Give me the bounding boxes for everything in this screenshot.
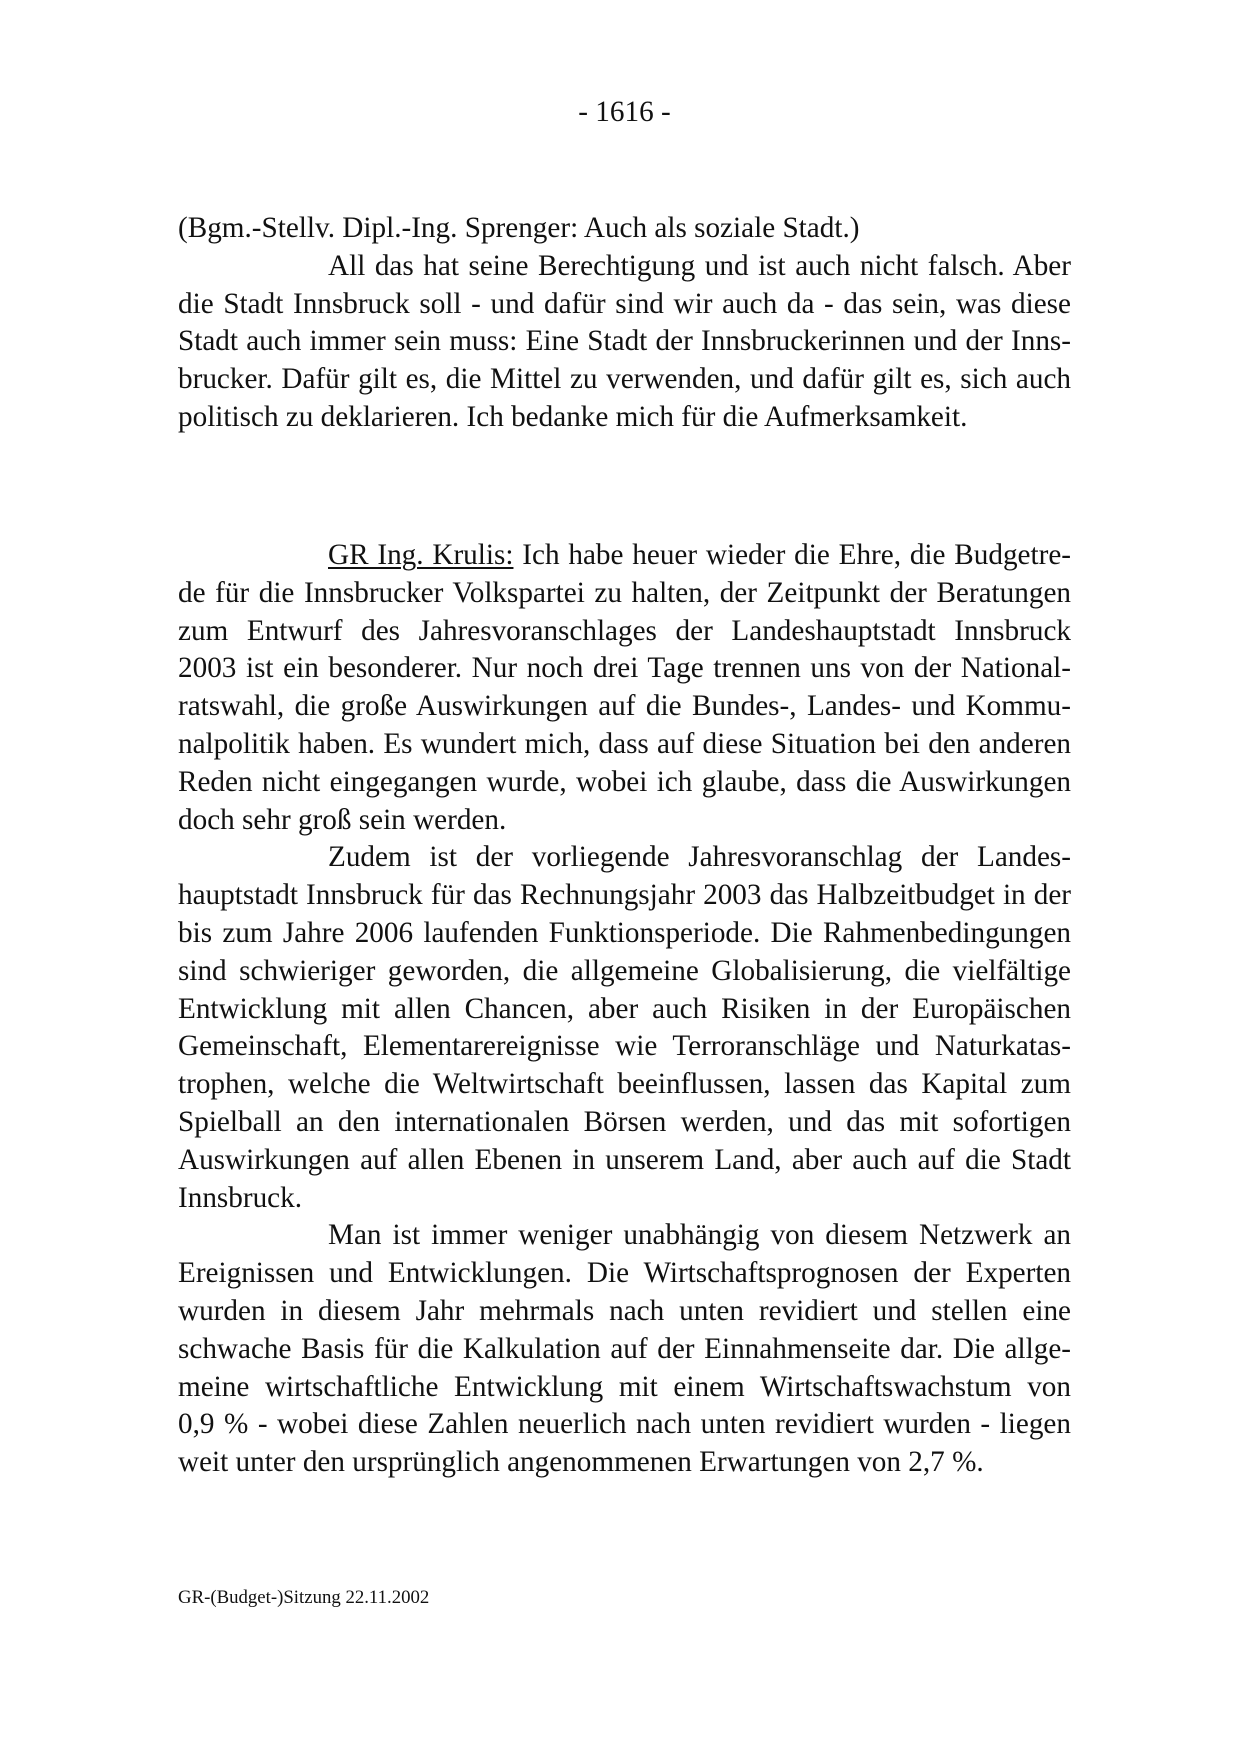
text-line: Reden nicht eingegangen wurde, wobei ich glaube, dass die Auswirkungen <box>178 765 1071 798</box>
text-line: bis zum Jahre 2006 laufenden Funktionsperiode. Die Rahmenbedingungen <box>178 916 1071 949</box>
text-line: trophen, welche die Weltwirtschaft beeinflussen, lassen das Kapital zum <box>178 1068 1071 1101</box>
text-line: Entwicklung mit allen Chancen, aber auch Risiken in der Europäischen <box>178 992 1071 1025</box>
text-line: Innsbruck. <box>178 1181 303 1214</box>
text-line: doch sehr groß sein werden. <box>178 803 507 836</box>
page-number: - 1616 - <box>578 96 671 128</box>
interjection-line: (Bgm.-Stellv. Dipl.-Ing. Sprenger: Auch als soziale Stadt.) <box>178 212 860 244</box>
text-line: meine wirtschaftliche Entwicklung mit einem Wirtschaftswachstum von <box>178 1370 1071 1403</box>
section-speech-krulis <box>178 537 1071 1482</box>
text-line: zum Entwurf des Jahresvoranschlages der Landeshauptstadt Innsbruck <box>178 614 1071 647</box>
paragraph <box>178 839 1071 1217</box>
paragraph <box>178 537 1071 839</box>
text-line: nalpolitik haben. Es wundert mich, dass auf diese Situation bei den anderen <box>178 727 1071 760</box>
section-previous-speech <box>178 210 1071 437</box>
speaker-name: GR Ing. Krulis: <box>328 539 514 571</box>
text-line: politisch zu deklarieren. Ich bedanke mich für die Aufmerksamkeit. <box>178 400 968 433</box>
text-line: Ereignissen und Entwicklungen. Die Wirtschaftsprognosen der Experten <box>178 1257 1071 1290</box>
text-line: sind schwieriger geworden, die allgemeine Globalisierung, die vielfältige <box>178 954 1071 987</box>
paragraph <box>178 1217 1071 1482</box>
footer-session-label: GR-(Budget-)Sitzung 22.11.2002 <box>178 1587 430 1608</box>
text-line: ratswahl, die große Auswirkungen auf die Bundes-, Landes- und Kommu- <box>178 690 1071 723</box>
text-line: de für die Innsbrucker Volkspartei zu halten, der Zeitpunkt der Beratungen <box>178 576 1071 609</box>
text-line: Zudem ist der vorliegende Jahresvoranschlag der Landes- <box>328 841 1071 874</box>
text-line: die Stadt Innsbruck soll - und dafür sind wir auch da - das sein, was diese <box>178 287 1071 320</box>
text-line: Auswirkungen auf allen Ebenen in unserem Land, aber auch auf die Stadt <box>178 1143 1071 1176</box>
text-line: Gemeinschaft, Elementarereignisse wie Terroranschläge und Naturkatas- <box>178 1030 1071 1063</box>
text-line: Man ist immer weniger unabhängig von diesem Netzwerk an <box>328 1219 1071 1252</box>
text-line-content: Ich habe heuer wieder die Ehre, die Budgetre- <box>522 539 1072 571</box>
text-line: Spielball an den internationalen Börsen werden, und das mit sofortigen <box>178 1105 1071 1138</box>
text-line: 0,9 % - wobei diese Zahlen neuerlich nach unten revidiert wurden - liegen <box>178 1408 1071 1441</box>
text-line: 2003 ist ein besonderer. Nur noch drei Tage trennen uns von der National- <box>178 652 1071 685</box>
text-line: brucker. Dafür gilt es, die Mittel zu verwenden, und dafür gilt es, sich auch <box>178 363 1071 396</box>
text-line: weit unter den ursprünglich angenommenen Erwartungen von 2,7 %. <box>178 1446 984 1479</box>
text-line: schwache Basis für die Kalkulation auf der Einnahmenseite dar. Die allge- <box>178 1332 1071 1365</box>
text-line: hauptstadt Innsbruck für das Rechnungsjahr 2003 das Halbzeitbudget in der <box>178 879 1071 912</box>
text-line <box>178 537 1071 575</box>
text-line: wurden in diesem Jahr mehrmals nach unten revidiert und stellen eine <box>178 1294 1071 1327</box>
paragraph <box>178 248 1071 437</box>
text-line: Stadt auch immer sein muss: Eine Stadt der Innsbruckerinnen und der Inns- <box>178 325 1071 358</box>
text-line: All das hat seine Berechtigung und ist auch nicht falsch. Aber <box>328 249 1071 282</box>
